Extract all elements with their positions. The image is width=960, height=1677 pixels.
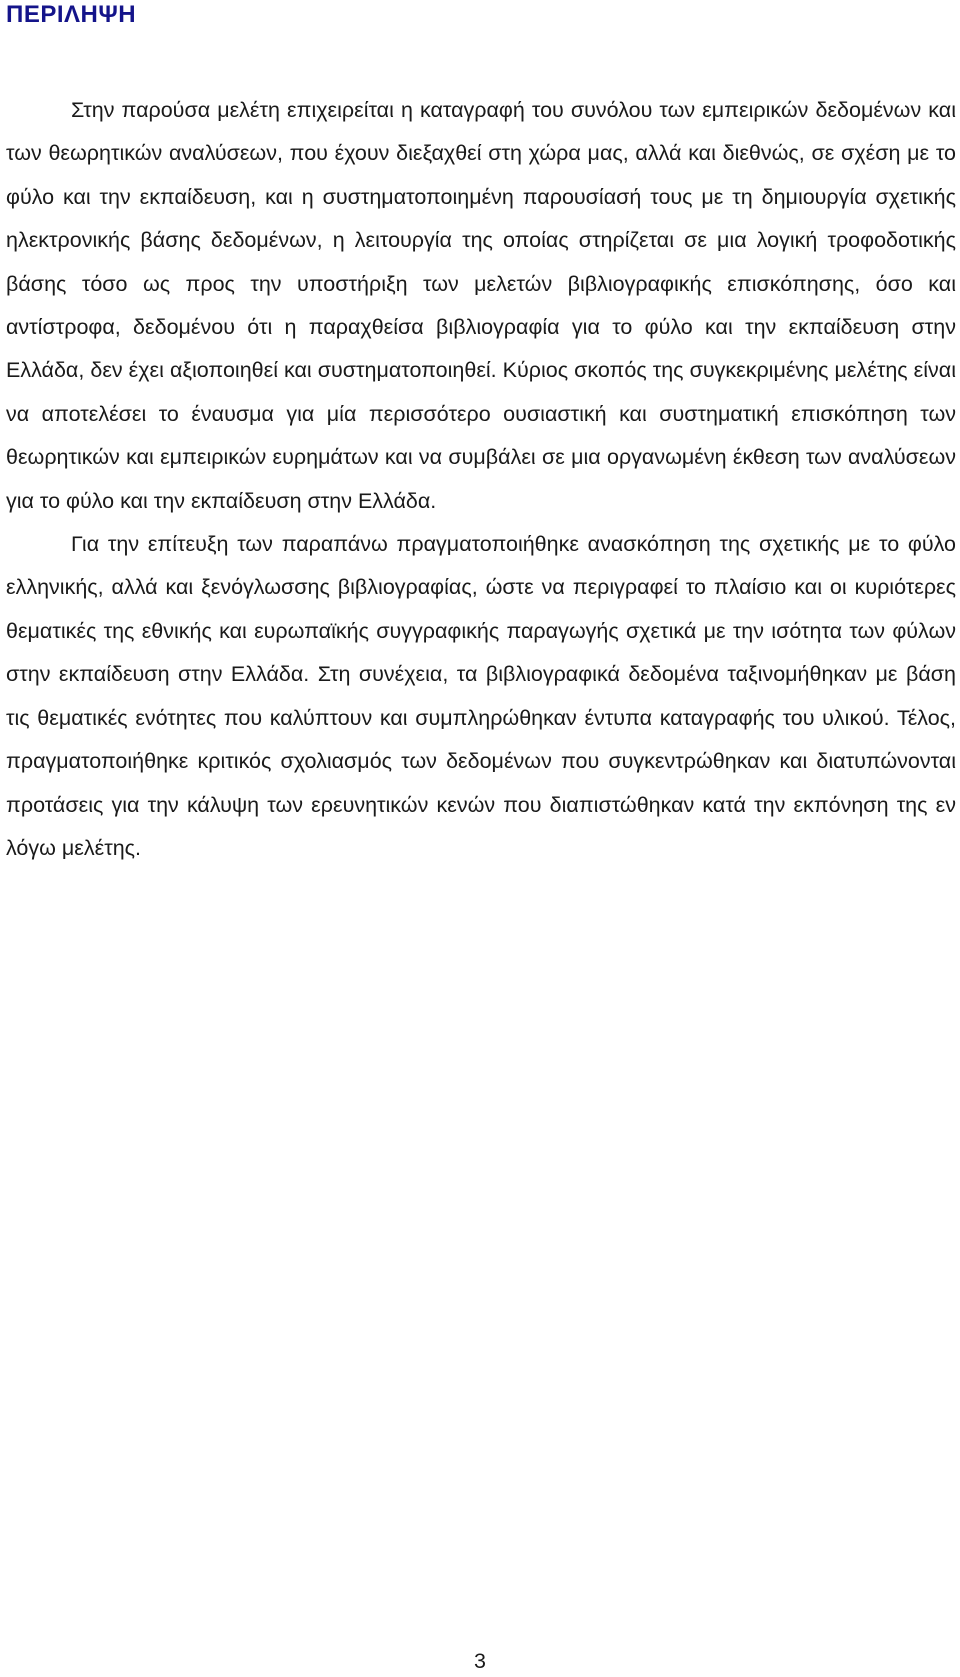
page-title: ΠΕΡΙΛΗΨΗ [6,1,137,28]
abstract-body [6,89,956,870]
paragraph-2: Για την επίτευξη των παραπάνω πραγματοποιήθηκε ανασκόπηση της σχετικής με το φύλο ελληνικής, αλλά και ξενόγλωσσης βιβλιογραφίας, ώστε να περιγραφεί το πλαίσιο και οι κυριότερες θεματικές της εθνικής και ευρωπαϊκής συγγραφικής παραγωγής σχετικά με την ισότητα των φύλων στην εκπαίδευση στην Ελλάδα. Στη συνέχεια, τα βιβλιογραφικά δεδομένα ταξινομήθηκαν με βάση τις θεματικές ενότητες που καλύπτουν και συμπληρώθηκαν έντυπα καταγραφής του υλικού. Τέλος, πραγματοποιήθηκε κριτικός σχολιασμός των δεδομένων που συγκεντρώθηκαν και διατυπώνονται προτάσεις για την κάλυψη των ερευνητικών κενών που διαπιστώθηκαν κατά την εκπόνηση της εν λόγω μελέτης. [6,532,956,860]
page-number: 3 [474,1649,486,1673]
paragraph-1: Στην παρούσα μελέτη επιχειρείται η καταγραφή του συνόλου των εμπειρικών δεδομένων και των θεωρητικών αναλύσεων, που έχουν διεξαχθεί στη χώρα μας, αλλά και διεθνώς, σε σχέση με το φύλο και την εκπαίδευση, και η συστηματοποιημένη παρουσίασή τους με τη δημιουργία σχετικής ηλεκτρονικής βάσης δεδομένων, η λειτουργία της οποίας στηρίζεται σε μια λογική τροφοδοτικής βάσης τόσο ως προς την υποστήριξη των μελετών βιβλιογραφικής επισκόπησης, όσο και αντίστροφα, δεδομένου ότι η παραχθείσα βιβλιογραφία για το φύλο και την εκπαίδευση στην Ελλάδα, δεν έχει αξιοποιηθεί και συστηματοποιηθεί. Κύριος σκοπός της συγκεκριμένης μελέτης είναι να αποτελέσει το έναυσμα για μία περισσότερο ουσιαστική και συστηματική επισκόπηση των θεωρητικών και εμπειρικών ευρημάτων και να συμβάλει σε μια οργανωμένη έκθεση των αναλύσεων για το φύλο και την εκπαίδευση στην Ελλάδα. [6,98,956,513]
